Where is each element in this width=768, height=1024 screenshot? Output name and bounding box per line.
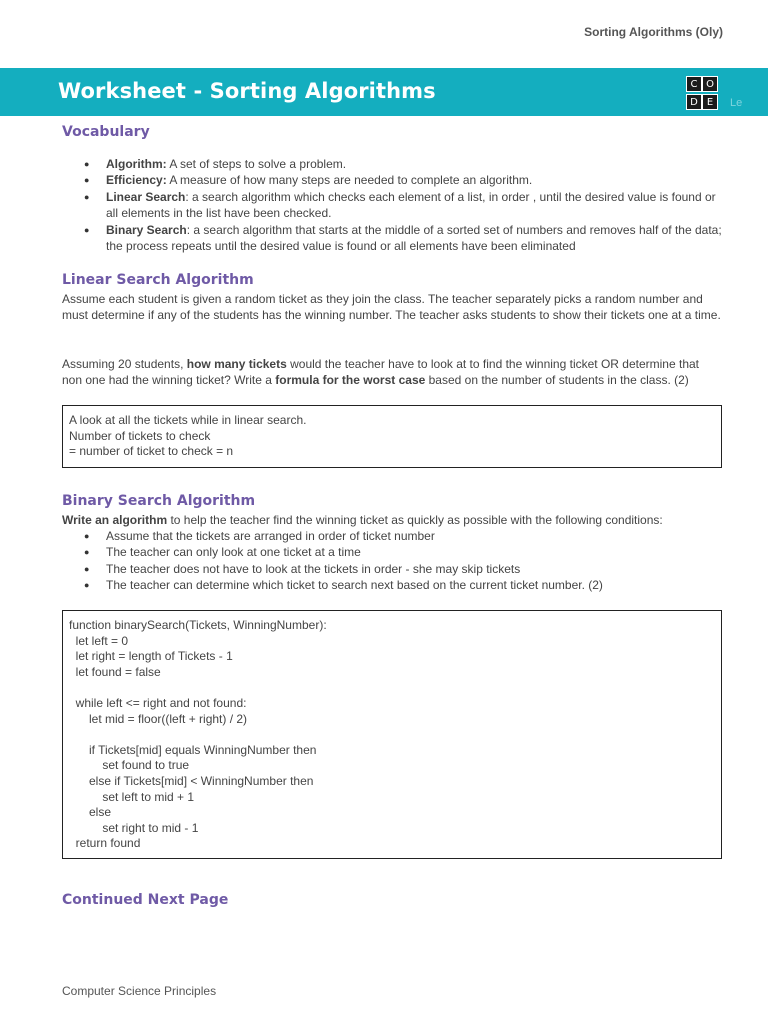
- binary-search-lead: Write an algorithm to help the teacher find the winning ticket as quickly as possible with the following conditions:: [62, 513, 663, 527]
- vocab-definition: A measure of how many steps are needed to complete an algorithm.: [166, 173, 533, 188]
- vocab-term: Binary Search: [106, 222, 187, 237]
- footer-course-name: Computer Science Principles: [62, 984, 217, 998]
- vocab-item: [106, 222, 722, 255]
- vocab-definition: A set of steps to solve a problem.: [166, 157, 347, 171]
- vocab-item: [106, 172, 722, 188]
- binary-search-conditions: [62, 528, 722, 594]
- vocab-item: [106, 156, 722, 172]
- condition-item: ● The teacher does not have to look at the tickets in order - she may skip tickets: [106, 561, 722, 577]
- linear-search-answer-box[interactable]: [62, 405, 722, 468]
- linear-search-heading: Linear Search Algorithm: [62, 272, 254, 288]
- code-line: [69, 727, 715, 743]
- code-line: let found = false: [69, 664, 161, 679]
- title-banner: [0, 68, 768, 116]
- logo-letter-c: C: [686, 76, 702, 92]
- code-line: set found to true: [69, 758, 190, 773]
- code-line: set right to mid - 1: [69, 820, 199, 835]
- vocabulary-list: [62, 156, 722, 254]
- code-line: return found: [69, 836, 141, 851]
- code-line: else if Tickets[mid] < WinningNumber then: [69, 773, 314, 788]
- continued-next-page: Continued Next Page: [62, 892, 229, 908]
- answer-line: = number of ticket to check = n: [69, 444, 234, 459]
- code-line: function binarySearch(Tickets, WinningNumber):: [69, 618, 327, 632]
- answer-line: A look at all the tickets while in linear search.: [69, 413, 307, 427]
- worksheet-title: Worksheet - Sorting Algorithms: [58, 79, 436, 103]
- logo-letter-o: O: [702, 76, 718, 92]
- code-line: [69, 680, 715, 696]
- condition-item: ● Assume that the tickets are arranged in order of ticket number: [106, 528, 722, 544]
- linear-search-intro: Assume each student is given a random ticket as they join the class. The teacher separately picks a random number and must determine if any of the students has the winning number. The teacher asks students to show their tickets one at a time.: [62, 292, 721, 323]
- pseudocode-block: [69, 618, 715, 852]
- logo-suffix: Le: [730, 97, 743, 109]
- code-line: set left to mid + 1: [69, 789, 195, 804]
- vocab-term: Efficiency:: [106, 173, 167, 188]
- code-line: let right = length of Tickets - 1: [69, 649, 233, 664]
- code-line: while left <= right and not found:: [69, 695, 247, 710]
- vocab-term: Algorithm:: [106, 157, 167, 171]
- code-org-logo: [686, 72, 746, 112]
- binary-search-answer-box[interactable]: [62, 610, 722, 859]
- condition-item: ● The teacher can only look at one ticket at a time: [106, 544, 722, 560]
- vocabulary-heading: Vocabulary: [62, 124, 150, 140]
- linear-search-question: Assuming 20 students, how many tickets would the teacher have to look at to find the winning ticket OR determine that non one had the winning ticket? Write a formula for the worst case based on the number of students in the class. (2): [62, 357, 700, 388]
- vocab-definition: : a search algorithm that starts at the middle of a sorted set of numbers and removes half of the data; the process repeats until the desired value is found or all elements have been eliminated: [106, 222, 722, 254]
- vocab-definition: : a search algorithm which checks each element of a list, in order , until the desired value is found or all elements in the list have been checked.: [106, 189, 716, 221]
- code-line: if Tickets[mid] equals WinningNumber then: [69, 742, 317, 757]
- vocab-term: Linear Search: [106, 189, 186, 204]
- document-header-title: Sorting Algorithms (Oly): [584, 25, 723, 39]
- vocab-item: [106, 189, 722, 222]
- logo-letter-e: E: [702, 94, 718, 110]
- answer-line: Number of tickets to check: [69, 428, 211, 443]
- binary-search-heading: Binary Search Algorithm: [62, 493, 256, 509]
- code-line: let mid = floor((left + right) / 2): [69, 711, 248, 726]
- logo-letter-d: D: [686, 94, 702, 110]
- condition-item: ● The teacher can determine which ticket to search next based on the current ticket number. (2): [106, 577, 722, 593]
- code-line: else: [69, 805, 112, 820]
- code-line: let left = 0: [69, 633, 129, 648]
